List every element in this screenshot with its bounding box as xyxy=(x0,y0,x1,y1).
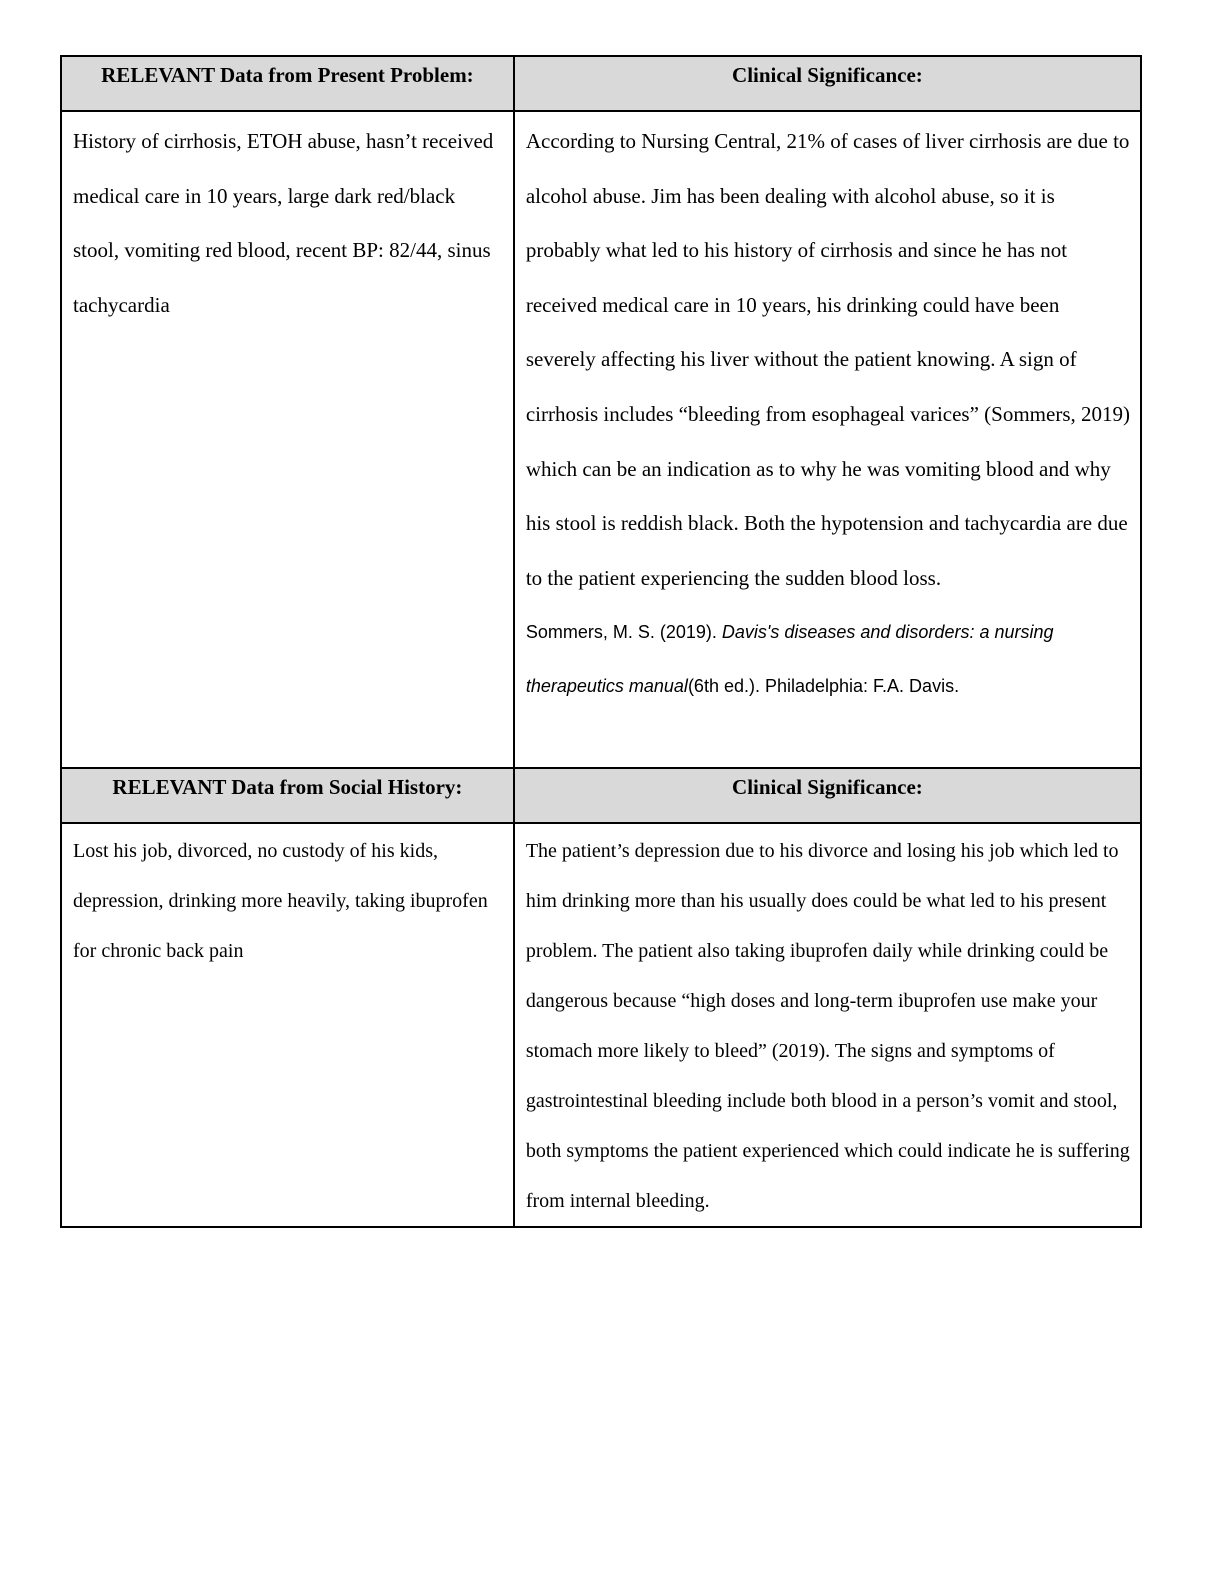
citation-title: Davis's diseases and disorders: a nursing therapeutics manual xyxy=(525,622,1054,697)
social-history-row xyxy=(61,823,1141,1227)
clinical-significance-cell-2 xyxy=(514,823,1141,1227)
present-problem-header: RELEVANT Data from Present Problem: xyxy=(61,56,514,111)
present-problem-data-cell xyxy=(61,111,514,768)
social-history-data-text: Lost his job, divorced, no custody of his kids, depression, drinking more heavily, taking ibuprofen for chronic back pain xyxy=(73,840,488,962)
clinical-significance-text-1: According to Nursing Central, 21% of cases of liver cirrhosis are due to alcohol abuse. Jim has been dealing with alcohol abuse, so it is probably what led to his history of cirrhosis and since he has not received medical care in 10 years, his drinking could have been severely affecting his liver without the patient knowing. A sign of cirrhosis includes “bleeding from esophageal varices” (Sommers, 2019) which can be an indication as to why he was vomiting blood and why his stool is reddish black. Both the hypotension and tachycardia are due to the patient experiencing the sudden blood loss. xyxy=(525,129,1130,590)
citation-publisher: (6th ed.). Philadelphia: F.A. Davis. xyxy=(687,676,960,697)
present-problem-row xyxy=(61,111,1141,768)
clinical-significance-cell-1 xyxy=(514,111,1141,768)
clinical-significance-header-2: Clinical Significance: xyxy=(514,768,1141,823)
citation xyxy=(526,605,1130,713)
present-problem-data-text: History of cirrhosis, ETOH abuse, hasn’t received medical care in 10 years, large dark red/black stool, vomiting red blood, recent BP: 82/44, sinus tachycardia xyxy=(73,129,494,317)
social-history-header: RELEVANT Data from Social History: xyxy=(61,768,514,823)
care-plan-table xyxy=(60,55,1142,1228)
clinical-significance-text-2: The patient’s depression due to his divorce and losing his job which led to him drinking more than his usually does could be what led to his present problem. The patient also taking ibuprofen daily while drinking could be dangerous because “high doses and long-term ibuprofen use make your stomach more likely to bleed” (2019). The signs and symptoms of gastrointestinal bleeding include both blood in a person’s vomit and stool, both symptoms the patient experienced which could indicate he is suffering from internal bleeding. xyxy=(525,840,1130,1212)
present-problem-header-row xyxy=(61,56,1141,111)
social-history-header-row xyxy=(61,768,1141,823)
citation-author-year: Sommers, M. S. (2019). xyxy=(525,622,722,643)
social-history-data-cell xyxy=(61,823,514,1227)
clinical-significance-header-1: Clinical Significance: xyxy=(514,56,1141,111)
